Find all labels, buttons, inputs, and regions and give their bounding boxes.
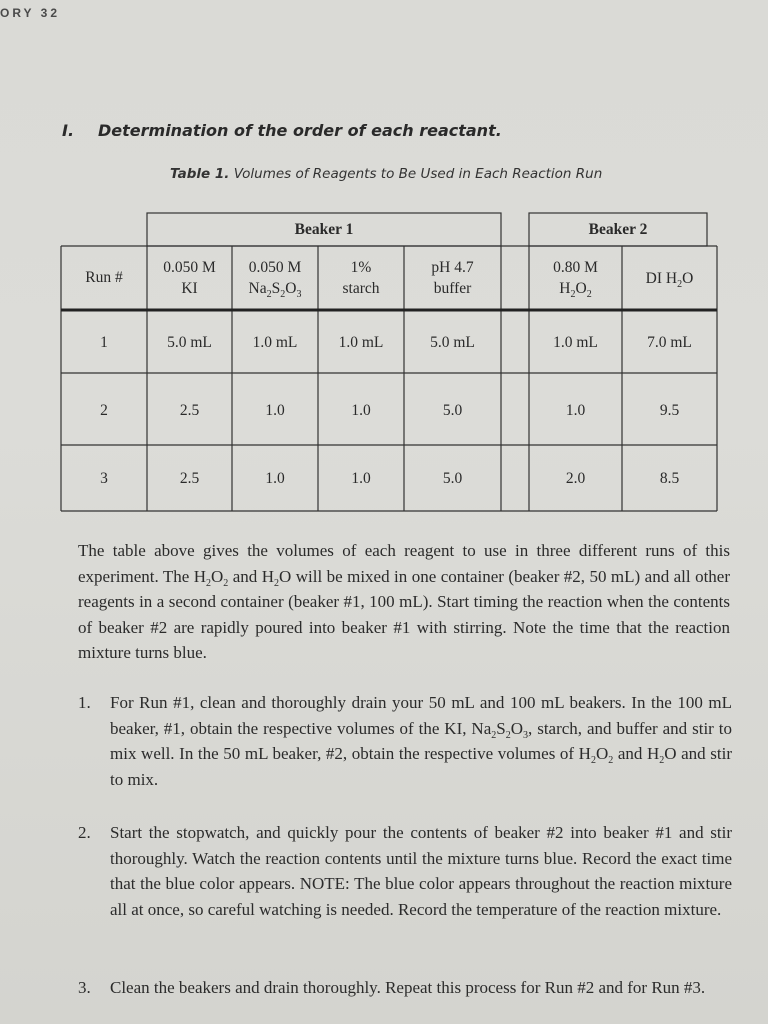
table-cell-water: 9.5 — [659, 402, 680, 419]
step-number: 1. — [78, 693, 91, 712]
instructions-paragraph: The table above gives the volumes of each reagent to use in three different runs of this experiment. The $H_2O_2$ and $H_2O$ will be mixed in one container (beaker #2, 50 mL) and all other reagents in a second container (beaker #1, 100 mL). Start timing the reaction when the contents of beaker #2 are rapidly poured into beaker #1 with stirring. Note the time that the reaction mixture turns blue. — [78, 541, 731, 662]
table-cell-buffer: 5.0 — [442, 470, 463, 487]
table-cell-ki: 2.5 — [179, 402, 200, 419]
table-cell-water: 7.0 mL — [647, 334, 692, 351]
table-cell-starch: 1.0 — [351, 402, 371, 419]
run-number-header: Run # — [85, 269, 123, 286]
starch-percent: 1% — [350, 259, 372, 276]
procedure-step-1: 1. For Run #1, clean and thoroughly drain your 50 mL and 100 mL beakers. In the 100 mL beaker, #1, obtain the respective volumes of the KI, $Na_2S_2O_3$, starch, and buffer and stir to mix well. In the 50 mL beaker, #2, obtain the respective volumes of $H_2O_2$ and $H_2O$ and stir to mix. — [110, 690, 732, 792]
table-cell-starch: 1.0 mL — [338, 334, 384, 351]
table-cell-h2o2: 2.0 — [565, 470, 586, 487]
section-heading — [62, 121, 502, 140]
step-text: Clean the beakers and drain thoroughly. Repeat this process for Run #2 and for Run #3. — [110, 978, 706, 997]
thiosulfate-column-header — [232, 257, 318, 299]
thiosulfate-formula: $Na_2S_2O_3$ — [248, 280, 302, 300]
table-cell-ki: 5.0 mL — [167, 334, 212, 351]
beaker-1-header: Beaker 1 — [294, 221, 354, 238]
table-cell-buffer: 5.0 — [442, 402, 463, 419]
table-cell-thiosulfate: 1.0 mL — [252, 334, 298, 351]
water-column-header: DI $H_2O$ — [645, 270, 694, 290]
step-number: 2. — [78, 823, 91, 842]
h2o2-column-header — [529, 257, 622, 299]
buffer-name: buffer — [433, 280, 472, 297]
h2o2-concentration: 0.80 M — [553, 259, 598, 276]
ki-name: KI — [181, 280, 198, 297]
table-caption-text: Volumes of Reagents to Be Used in Each Reaction Run — [233, 166, 603, 182]
table-cell-h2o2: 1.0 — [565, 402, 586, 419]
step-number: 3. — [78, 978, 91, 997]
beaker-2-header: Beaker 2 — [588, 221, 648, 238]
buffer-column-header — [404, 257, 501, 299]
procedure-step-3 — [78, 975, 732, 1001]
table-cell-thiosulfate: 1.0 — [265, 470, 285, 487]
section-number: I. — [62, 121, 75, 140]
ki-concentration: 0.050 M — [163, 259, 216, 276]
starch-name: starch — [342, 280, 380, 297]
table-cell-starch: 1.0 — [351, 470, 371, 487]
table-cell-water: 8.5 — [659, 470, 680, 487]
step-text: Start the stopwatch, and quickly pour the contents of beaker #2 into beaker #1 and stir thoroughly. Watch the reaction contents until the mixture turns blue. Record the exact time that the blue color appears. NOTE: The blue color appears throughout the reaction mixture all at once, so careful watching is needed. Record the temperature of the reaction mixture. — [110, 823, 732, 919]
table-caption — [170, 166, 602, 182]
table-cell-h2o2: 1.0 mL — [553, 334, 598, 351]
h2o2-formula: $H_2O_2$ — [559, 280, 592, 300]
table-cell-ki: 2.5 — [179, 470, 200, 487]
buffer-ph: pH 4.7 — [431, 259, 474, 276]
table-cell-thiosulfate: 1.0 — [265, 402, 285, 419]
table-cell-buffer: 5.0 mL — [430, 334, 475, 351]
table-cell-run: 3 — [100, 470, 108, 487]
table-cell-run: 2 — [100, 402, 108, 419]
section-title: Determination of the order of each reactant. — [98, 121, 502, 140]
table-caption-label: Table 1. — [170, 166, 230, 182]
ki-column-header — [147, 257, 232, 299]
table-cell-run: 1 — [100, 334, 108, 351]
thiosulfate-concentration: 0.050 M — [248, 259, 302, 276]
procedure-step-2 — [78, 820, 732, 922]
starch-column-header — [318, 257, 404, 299]
page-header-strip: ORY 32 — [0, 6, 61, 20]
